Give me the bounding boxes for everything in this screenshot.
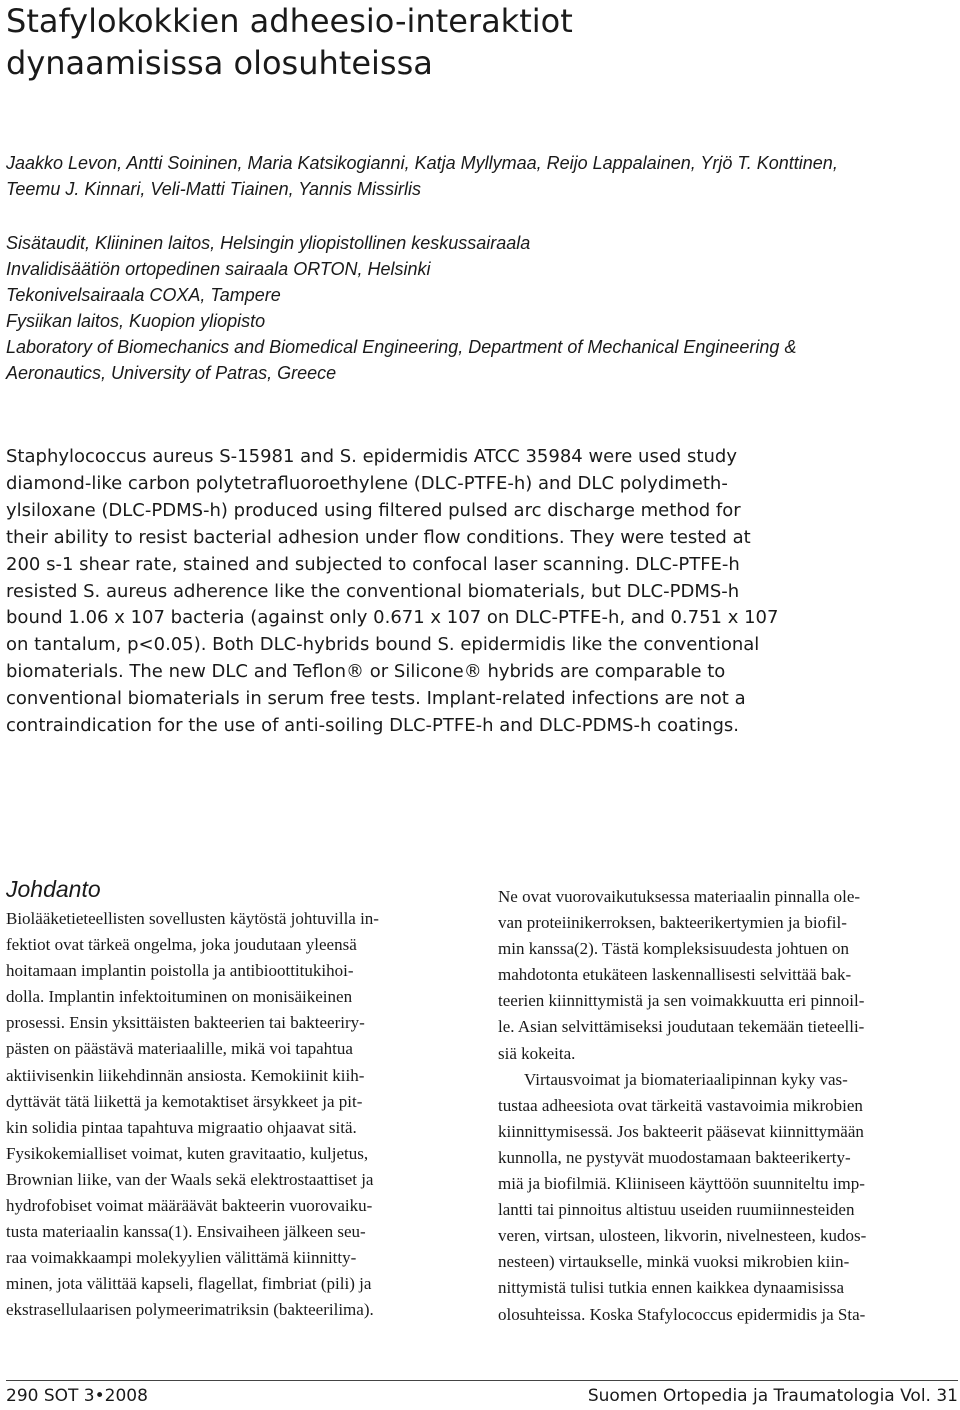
abstract-line: bound 1.06 x 107 bacteria (against only 0.671 x 107 on DLC-PTFE-h, and 0.751 x 107 [6,607,779,629]
body-line: Biolääketieteellisten sovellusten käytöstä johtuvilla in- [6,909,379,928]
body-line: dyttävät tätä liikettä ja kemotaktiset ärsykkeet ja pit- [6,1091,363,1111]
body-line: siä kokeita. [498,1043,576,1063]
abstract-line: their ability to resist bacterial adhesion under flow conditions. They were tested at [6,526,751,548]
body-line: hoitamaan implantin poistolla ja antibioottitukihoi- [6,961,354,981]
body-line: miä ja biofilmiä. Kliiniseen käyttöön suunniteltu imp- [498,1174,865,1194]
abstract-line: on tantalum, p<0.05). Both DLC-hybrids bound S. epidermidis like the conventional [6,634,760,656]
abstract-line: biomaterials. The new DLC and Teflon® or Silicone® hybrids are comparable to [6,661,726,683]
abstract-line: diamond-like carbon polytetrafluoroethylene (DLC-PTFE-h) and DLC polydimeth- [6,472,728,494]
abstract-line: ylsiloxane (DLC-PDMS-h) produced using filtered pulsed arc discharge method for [6,499,741,521]
body-line: lantti tai pinnoitus altistuu useiden ruumiinnesteiden [498,1200,855,1220]
affiliation-line: Aeronautics, University of Patras, Greece [6,363,337,383]
body-line: Brownian liike, van der Waals sekä elektrostaattiset ja [6,1169,374,1189]
body-column-right [498,884,960,1328]
body-line: dolla. Implantin infektoituminen on monisäikeinen [6,987,353,1007]
title-line-1: Stafylokokkien adheesio-interaktiot [6,2,573,40]
body-line: tusta materiaalin kanssa(1). Ensivaiheen jälkeen seu- [6,1222,366,1242]
body-line: aktiivisenkin liikehdinnän ansiosta. Kemokiinit kiih- [6,1065,365,1085]
affiliation-line: Fysiikan laitos, Kuopion yliopisto [6,311,266,331]
affiliations [6,230,946,386]
body-line: kin solidia pintaa tapahtuva migraatio ohjaavat sitä. [6,1117,357,1137]
body-line: prosessi. Ensin yksittäisten bakteerien tai bakteeriry- [6,1013,365,1033]
abstract-line: resisted S. aureus adherence like the conventional biomaterials, but DLC-PDMS-h [6,580,740,602]
abstract-line: Staphylococcus aureus S-15981 and S. epidermidis ATCC 35984 were used study [6,446,737,467]
body-line: nesteen) virtaukselle, minkä vuoksi mikrobien kiin- [498,1252,850,1272]
body-line: ekstrasellulaarisen polymeerimatriksin (bakteerilima). [6,1300,374,1320]
author-list [6,150,946,202]
body-line: minen, jota välittää kapseli, flagellat, fimbriat (pili) ja [6,1274,372,1294]
affiliation-line: Tekonivelsairaala COXA, Tampere [6,285,281,305]
section-heading: Johdanto [6,876,101,902]
article-title [6,0,946,84]
body-line: tustaa adheesiota ovat tärkeitä vastavoimia mikrobien [498,1095,863,1115]
body-line: kiinnittymisessä. Jos bakteerit pääsevat kiinnittymään [498,1121,864,1141]
page-number-issue: 290 SOT 3•2008 [6,1386,148,1406]
abstract [6,444,779,740]
body-line: Virtausvoimat ja biomateriaalipinnan kyky vas- [524,1069,848,1089]
journal-name: Suomen Ortopedia ja Traumatologia Vol. 31 [587,1386,958,1406]
body-line: raa voimakkaampi molekyylien välittämä kiinnitty- [6,1248,357,1268]
body-line: van proteiinikerroksen, bakteerikertymien ja biofil- [498,913,847,933]
body-line: Ne ovat vuorovaikutuksessa materiaalin pinnalla ole- [498,887,861,906]
affiliation-line: Sisätaudit, Kliininen laitos, Helsingin yliopistollinen keskussairaala [6,233,531,253]
body-line: nittymistä tulisi tutkia ennen kaikkea dynaamisissa [498,1278,845,1298]
body-line: mahdotonta etukäteen laskennallisesti selvittää bak- [498,965,852,985]
body-line: Fysikokemialliset voimat, kuten gravitaatio, kuljetus, [6,1143,369,1163]
body-line: olosuhteissa. Koska Stafylococcus epidermidis ja Sta- [498,1304,866,1324]
body-line: veren, virtsan, ulosteen, likvorin, nivelnesteen, kudos- [498,1226,867,1246]
body-line: fektiot ovat tärkeä ongelma, joka joudutaan yleensä [6,935,357,955]
body-line: min kanssa(2). Tästä kompleksisuudesta johtuen on [498,939,849,959]
abstract-line: 200 s-1 shear rate, stained and subjected to confocal laser scanning. DLC-PTFE-h [6,553,740,575]
affiliation-line: Invalidisäätiön ortopedinen sairaala ORTON, Helsinki [6,259,431,279]
abstract-line: contraindication for the use of anti-soiling DLC-PTFE-h and DLC-PDMS-h coatings. [6,715,740,737]
body-line: hydrofobiset voimat määräävät bakteerin vuorovaiku- [6,1196,373,1216]
affiliation-line: Laboratory of Biomechanics and Biomedical Engineering, Department of Mechanical Engineering & [6,337,797,357]
body-line: pästen on päästävä materiaalille, mikä voi tapahtua [6,1039,353,1059]
body-column-left [6,906,468,1324]
abstract-line: conventional biomaterials in serum free tests. Implant-related infections are not a [6,688,746,710]
footer-rule [6,1380,958,1381]
body-line: le. Asian selvittämiseksi joudutaan tekemään tieteelli- [498,1017,865,1037]
author-line-2: Teemu J. Kinnari, Veli-Matti Tiainen, Yannis Missirlis [6,179,421,199]
body-line: teerien kiinnittymistä ja sen voimakkuutta eri pinnoil- [498,991,865,1011]
title-line-2: dynaamisissa olosuhteissa [6,44,433,82]
body-line: kunnolla, ne pystyvät muodostamaan bakteerikerty- [498,1147,851,1167]
author-line-1: Jaakko Levon, Antti Soininen, Maria Katsikogianni, Katja Myllymaa, Reijo Lappalainen, Yrjö T. Konttinen, [6,153,838,173]
